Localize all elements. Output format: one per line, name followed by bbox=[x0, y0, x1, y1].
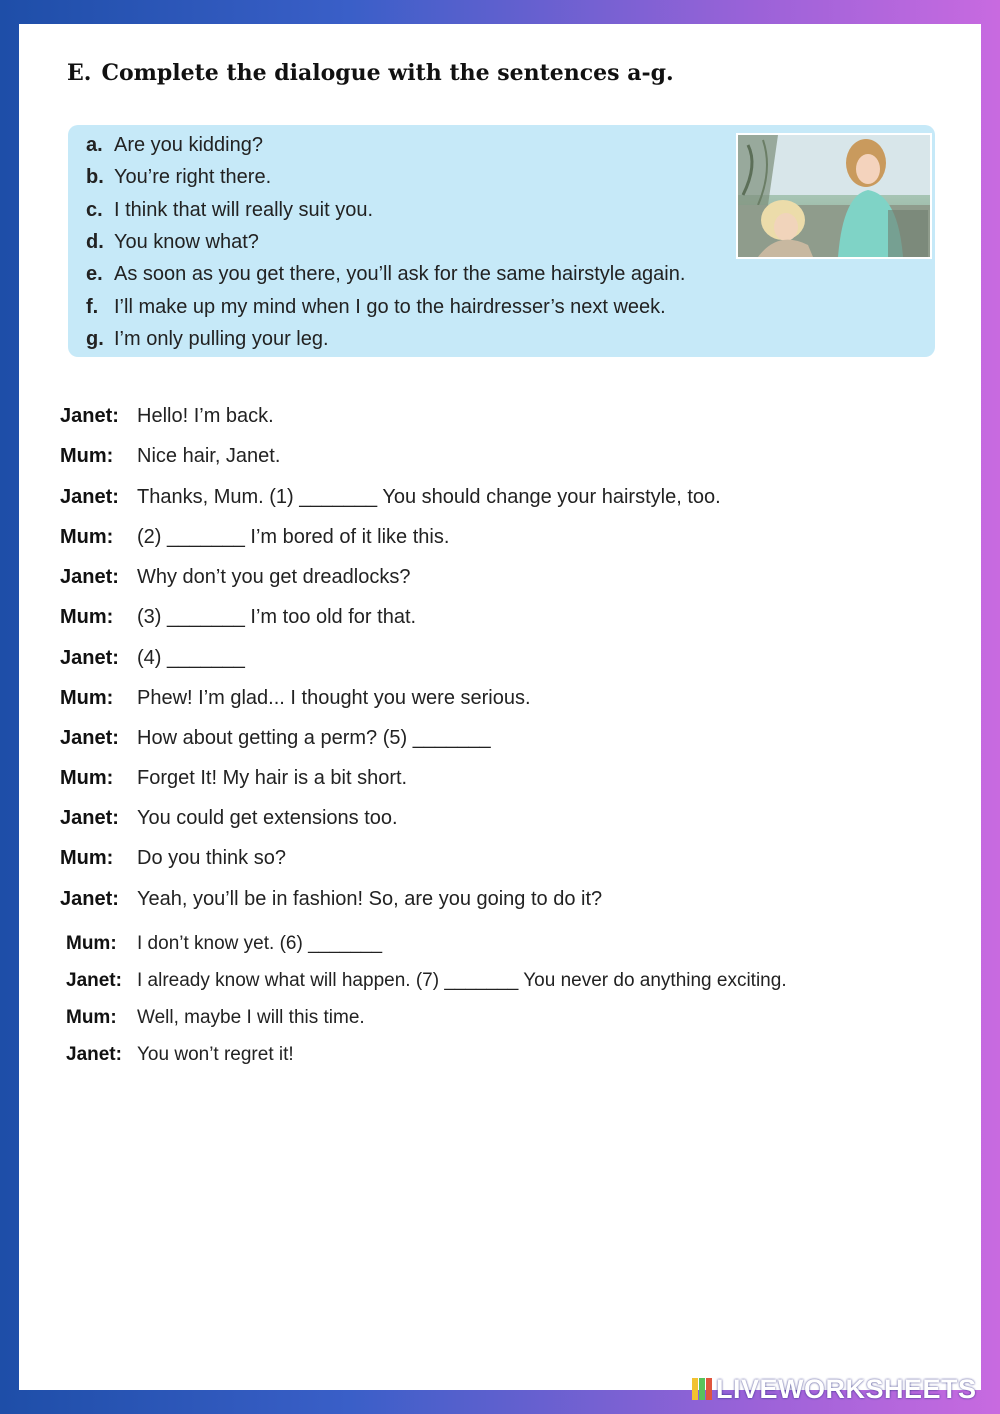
dialogue-text: I already know what will happen. (7) _______ You never do anything exciting. bbox=[137, 970, 787, 991]
dialogue-text: (3) _______ I’m too old for that. bbox=[137, 606, 417, 628]
speaker-name: Mum: bbox=[60, 847, 114, 869]
exercise-heading bbox=[67, 60, 674, 86]
sentence-options-box bbox=[68, 125, 935, 357]
dialogue-line bbox=[66, 931, 382, 957]
exercise-instruction: Complete the dialogue with the sentences a-g. bbox=[101, 60, 674, 86]
dialogue-line bbox=[60, 484, 721, 510]
speaker-name: Janet: bbox=[60, 727, 119, 749]
dialogue-text: (4) _______ bbox=[137, 647, 245, 669]
option-f: f. I’ll make up my mind when I go to the hairdresser’s next week. bbox=[86, 296, 666, 318]
speaker-name: Mum: bbox=[60, 687, 114, 709]
photo-illustration-icon bbox=[738, 135, 930, 257]
speaker-name: Janet: bbox=[60, 888, 119, 910]
dialogue-line bbox=[66, 1042, 294, 1068]
option-g: g. I’m only pulling your leg. bbox=[86, 328, 329, 350]
dialogue-text: Well, maybe I will this time. bbox=[137, 1007, 365, 1028]
dialogue-text: Forget It! My hair is a bit short. bbox=[137, 767, 408, 789]
dialogue-text: Why don’t you get dreadlocks? bbox=[137, 566, 411, 588]
dialogue-text: Hello! I’m back. bbox=[137, 405, 274, 427]
dialogue-line bbox=[60, 765, 407, 791]
dialogue-text: You could get extensions too. bbox=[137, 807, 398, 829]
dialogue-line bbox=[60, 886, 602, 912]
speaker-name: Janet: bbox=[60, 807, 119, 829]
dialogue-text: (2) _______ I’m bored of it like this. bbox=[137, 526, 450, 548]
speaker-name: Janet: bbox=[66, 1044, 122, 1065]
speaker-name: Mum: bbox=[60, 767, 114, 789]
dialogue-line bbox=[60, 685, 531, 711]
liveworksheets-logo[interactable] bbox=[692, 1374, 977, 1404]
dialogue-text: Thanks, Mum. (1) _______ You should change your hairstyle, too. bbox=[137, 486, 721, 508]
option-d: d. You know what? bbox=[86, 231, 259, 253]
dialogue-line bbox=[60, 645, 245, 671]
liveworksheets-logo-icon bbox=[692, 1378, 712, 1400]
dialogue-line bbox=[60, 564, 411, 590]
speaker-name: Mum: bbox=[66, 1007, 117, 1028]
speaker-name: Janet: bbox=[60, 647, 119, 669]
dialogue-text: Phew! I’m glad... I thought you were serious. bbox=[137, 687, 531, 709]
dialogue-line bbox=[66, 968, 787, 994]
speaker-name: Mum: bbox=[60, 526, 114, 548]
dialogue-text: How about getting a perm? (5) _______ bbox=[137, 727, 491, 749]
dialogue-line bbox=[60, 524, 449, 550]
option-c: c. I think that will really suit you. bbox=[86, 199, 373, 221]
exercise-letter: E. bbox=[67, 60, 92, 86]
dialogue-text: Do you think so? bbox=[137, 847, 286, 869]
dialogue-line bbox=[66, 1005, 365, 1031]
option-a: a. Are you kidding? bbox=[86, 134, 263, 156]
dialogue-text: You won’t regret it! bbox=[137, 1044, 294, 1065]
dialogue-line bbox=[60, 845, 286, 871]
speaker-name: Mum: bbox=[60, 606, 114, 628]
speaker-name: Mum: bbox=[60, 445, 114, 467]
illustration-photo bbox=[736, 133, 932, 259]
dialogue-line bbox=[60, 443, 280, 469]
speaker-name: Janet: bbox=[60, 566, 119, 588]
dialogue-line bbox=[60, 403, 274, 429]
speaker-name: Janet: bbox=[66, 970, 122, 991]
dialogue-text: Yeah, you’ll be in fashion! So, are you going to do it? bbox=[137, 888, 603, 910]
option-b: b. You’re right there. bbox=[86, 166, 272, 188]
dialogue-text: Nice hair, Janet. bbox=[137, 445, 281, 467]
option-e: e. As soon as you get there, you’ll ask for the same hairstyle again. bbox=[86, 263, 686, 285]
logo-text: LIVEWORKSHEETS bbox=[716, 1373, 977, 1404]
dialogue-line bbox=[60, 604, 416, 630]
dialogue-line bbox=[60, 725, 491, 751]
speaker-name: Janet: bbox=[60, 405, 119, 427]
dialogue-line bbox=[60, 805, 398, 831]
speaker-name: Janet: bbox=[60, 486, 119, 508]
dialogue-text: I don’t know yet. (6) _______ bbox=[137, 933, 383, 954]
speaker-name: Mum: bbox=[66, 933, 117, 954]
